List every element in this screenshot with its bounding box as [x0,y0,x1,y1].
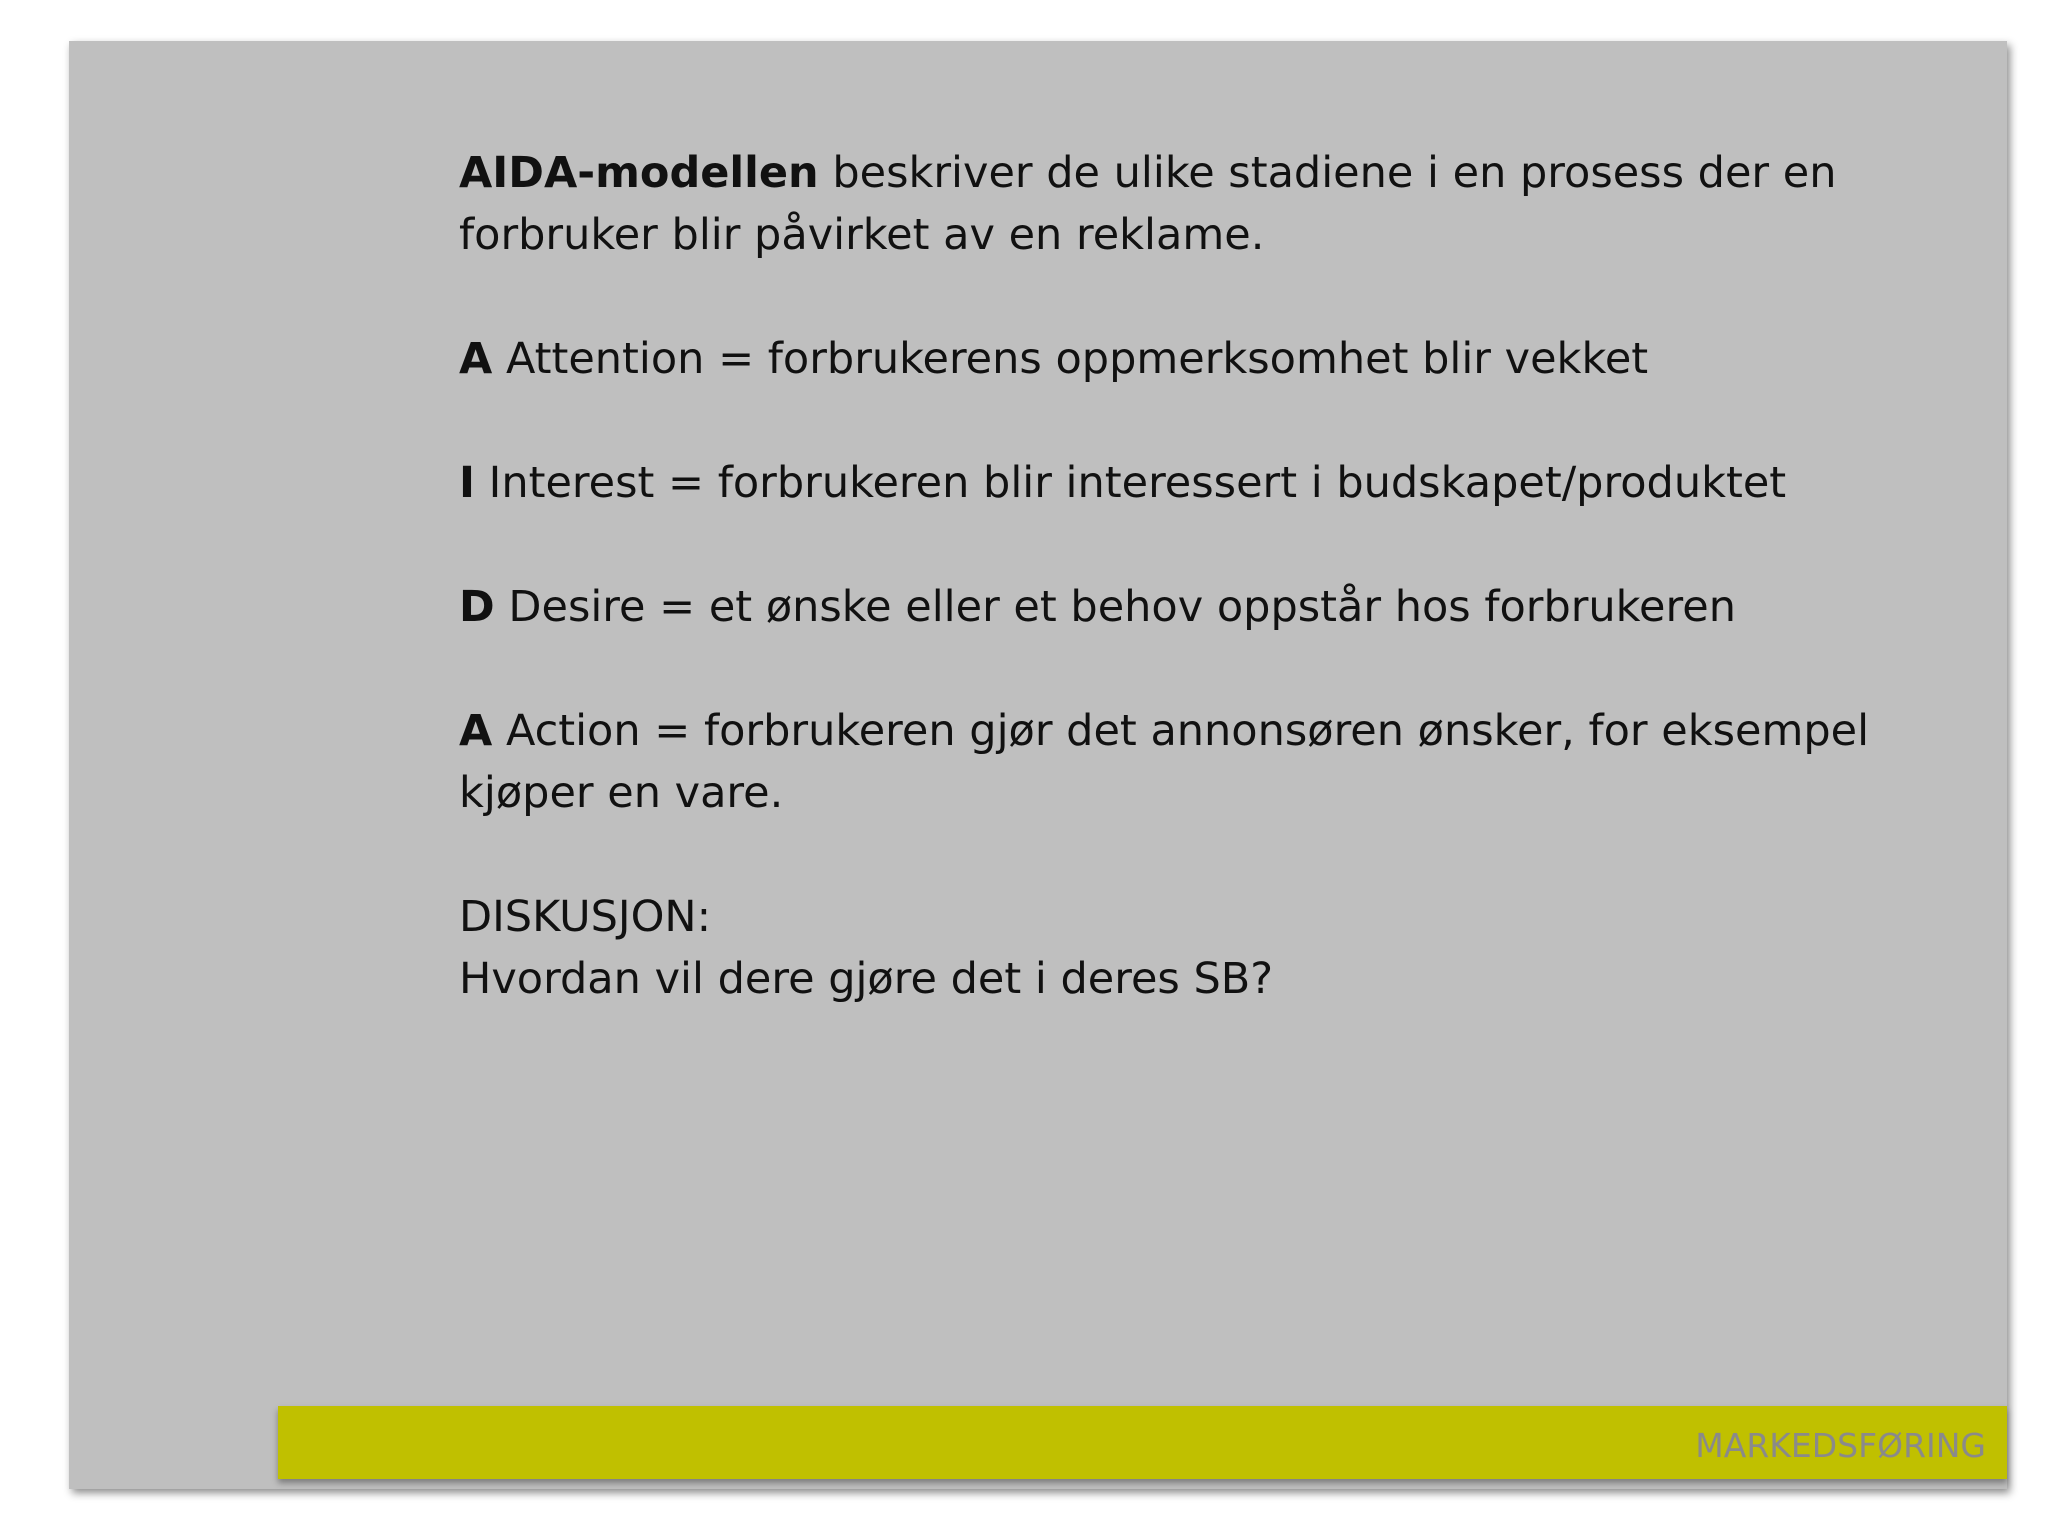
aida-letter: A [459,334,493,384]
aida-description: Attention = forbrukerens oppmerksomhet blir vekket [492,334,1649,384]
model-name: AIDA-modellen [459,148,819,198]
aida-item-action [459,700,1959,824]
aida-letter: D [459,582,495,632]
aida-description: Desire = et ønske eller et behov oppstår hos forbrukeren [494,582,1736,632]
aida-description: Interest = forbrukeren blir interessert i budskapet/produktet [475,458,1787,508]
aida-description: Action = forbrukeren gjør det annonsøren ønsker, for eksempel kjøper en vare. [459,706,1870,818]
discussion-heading: DISKUSJON: [459,892,712,942]
aida-item-interest [459,452,1959,514]
discussion-question: Hvordan vil dere gjøre det i deres SB? [459,954,1274,1004]
slide-content [459,142,1959,1010]
intro-paragraph [459,142,1959,266]
footer-label: MARKEDSFØRING [1695,1426,1986,1465]
intro-text: beskriver de ulike stadiene i en prosess der en forbruker blir påvirket av en reklame. [459,148,1837,260]
aida-letter: A [459,706,493,756]
slide [69,41,2007,1489]
discussion-block [459,886,1959,1010]
aida-letter: I [459,458,475,508]
aida-item-attention [459,328,1959,390]
footer-bar [278,1406,2007,1479]
aida-item-desire [459,576,1959,638]
